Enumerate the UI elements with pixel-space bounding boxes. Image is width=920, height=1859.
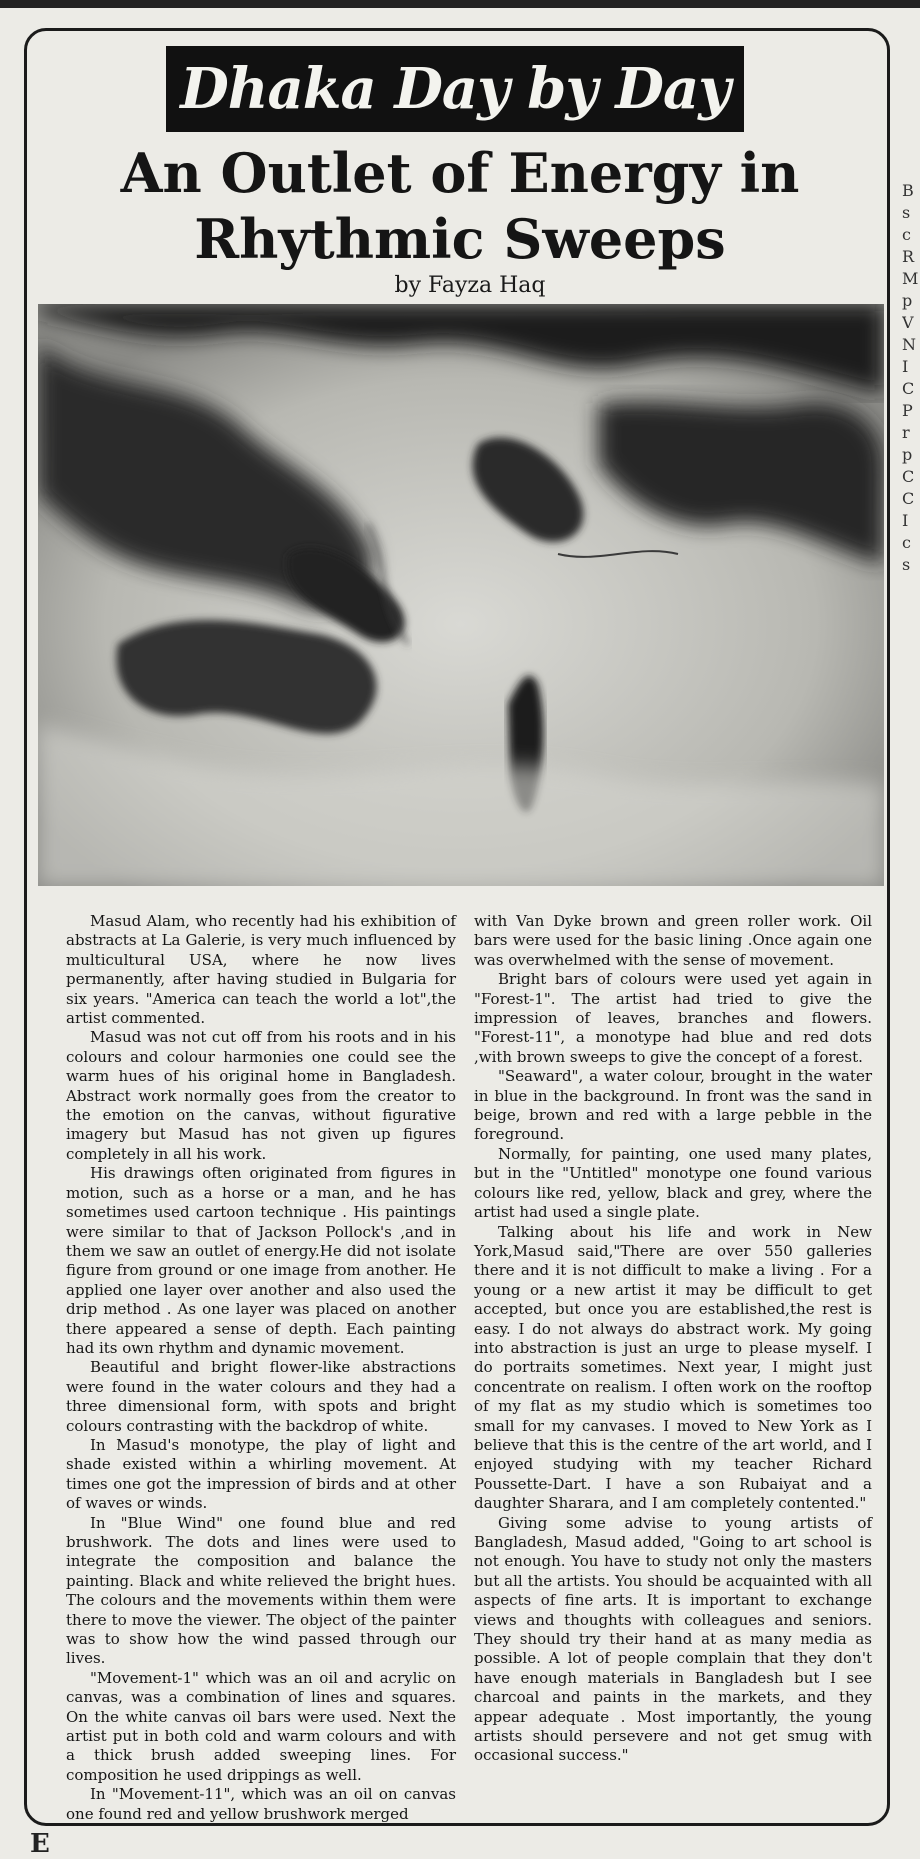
fragment-letter: C [902,489,915,508]
fragment-letter: s [902,203,911,222]
paragraph: "Movement-1" which was an oil and acrylic on canvas, was a combination of lines and squares. On the white canvas oil bars were used. Next the artist put in both cold and warm colours and with a thick brush added sweeping lines. For composition he used drippings as well. [66,1668,456,1784]
article-column-right [474,912,872,1766]
article-column-left [66,912,456,1824]
article-headline: An Outlet of Energy in Rhythmic Sweeps [120,141,800,271]
fragment-letter: I [902,511,909,530]
paragraph: Giving some advise to young artists of Bangladesh, Masud added, "Going to art school is not enough. You have to study not only the masters but all the artists. You should be acquainted with all aspects of fine arts. It is important to exchange views and thoughts with colleagues and seniors. They should try their hand at as many media as possible. A lot of people complain that they don't have enough materials in Bangladesh but I see charcoal and paints in the markets, and they appear adequate . Most importantly, the young artists should persevere and not get smug with occasional success." [474,1513,872,1765]
fragment-letter: P [902,401,913,420]
fragment-letter: R [902,247,915,266]
article-byline: by Fayza Haq [394,273,546,298]
paragraph: In "Movement-11", which was an oil on canvas one found red and yellow brushwork merged [66,1785,456,1823]
top-rule [0,0,920,8]
paragraph: Talking about his life and work in New York,Masud said,"There are over 550 galleries there and it is not difficult to make a living . For a young or a new artist it may be difficult to get accepted, but once you are established,the rest is easy. I do not always do abstract work. My going into abstraction is just an urge to please myself. I do portraits sometimes. Next year, I might just concentrate on realism. I often work on the rooftop of my flat as my studio which is sometimes too small for my canvases. I moved to New York as I believe that this is the centre of the art world, and I enjoyed studying with my teacher Richard Poussette-Dart. I have a son Rubaiyat and a daughter Sharara, and I am completely contented." [474,1222,872,1513]
fragment-letter: N [902,335,916,354]
footer-fragment: E [30,1829,52,1859]
fragment-letter: r [902,423,910,442]
paragraph: In Masud's monotype, the play of light and shade existed within a whirling movement. At times one got the impression of birds and at other of waves or winds. [66,1435,456,1513]
fragment-letter: c [902,533,911,552]
paragraph: His drawings often originated from figures in motion, such as a horse or a man, and he has sometimes used cartoon technique . His paintings were similar to that of Jackson Pollock's ,and in them we saw an outlet of energy.He did not isolate figure from ground or one image from another. He applied one layer over another and also used the drip method . As one layer was placed on another there appeared a sense of depth. Each painting had its own rhythm and dynamic movement. [66,1164,456,1357]
paragraph: "Seaward", a water colour, brought in the water in blue in the background. In front was the sand in beige, brown and red with a large pebble in the foreground. [474,1067,872,1144]
fragment-letter: V [902,313,914,332]
fragment-letter: B [902,181,914,200]
fragment-letter: C [902,379,915,398]
adjacent-column-fragment [902,180,920,1820]
fragment-letter: p [902,291,913,310]
section-banner: Dhaka Day by Day [166,46,744,132]
fragment-letter: s [902,555,911,574]
paragraph: Masud was not cut off from his roots and in his colours and colour harmonies one could see the warm hues of his original home in Bangladesh. Abstract work normally goes from the creator to the emotion on the canvas, without figurative imagery but Masud has not given up figures completely in all his work. [66,1028,456,1163]
abstract-painting-image [38,304,884,886]
fragment-letter: C [902,467,915,486]
paragraph: Normally, for painting, one used many plates, but in the "Untitled" monotype one found various colours like red, yellow, black and grey, where the artist had used a single plate. [474,1144,872,1222]
fragment-letter: c [902,225,911,244]
paragraph: Bright bars of colours were used yet again in "Forest-1". The artist had tried to give the impression of leaves, branches and flowers. "Forest-11", a monotype had blue and red dots ,with brown sweeps to give the concept of a forest. [474,970,872,1066]
paragraph: Masud Alam, who recently had his exhibition of abstracts at La Galerie, is very much influenced by multicultural USA, where he now lives permanently, after having studied in Bulgaria for six years. "America can teach the world a lot",the artist commented. [66,912,456,1028]
painting-graphic [38,304,884,886]
fragment-letter: I [902,357,909,376]
paragraph: with Van Dyke brown and green roller work. Oil bars were used for the basic lining .Once again one was overwhelmed with the sense of movement. [474,912,872,969]
fragment-letter: p [902,445,913,464]
paragraph: Beautiful and bright flower-like abstractions were found in the water colours and they had a three dimensional form, with spots and bright colours contrasting with the backdrop of white. [66,1358,456,1435]
paragraph: In "Blue Wind" one found blue and red brushwork. The dots and lines were used to integrate the composition and balance the painting. Black and white relieved the bright hues. The colours and the movements within them were there to move the viewer. The object of the painter was to show how the wind passed through our lives. [66,1513,456,1668]
fragment-letter: M [902,269,919,288]
